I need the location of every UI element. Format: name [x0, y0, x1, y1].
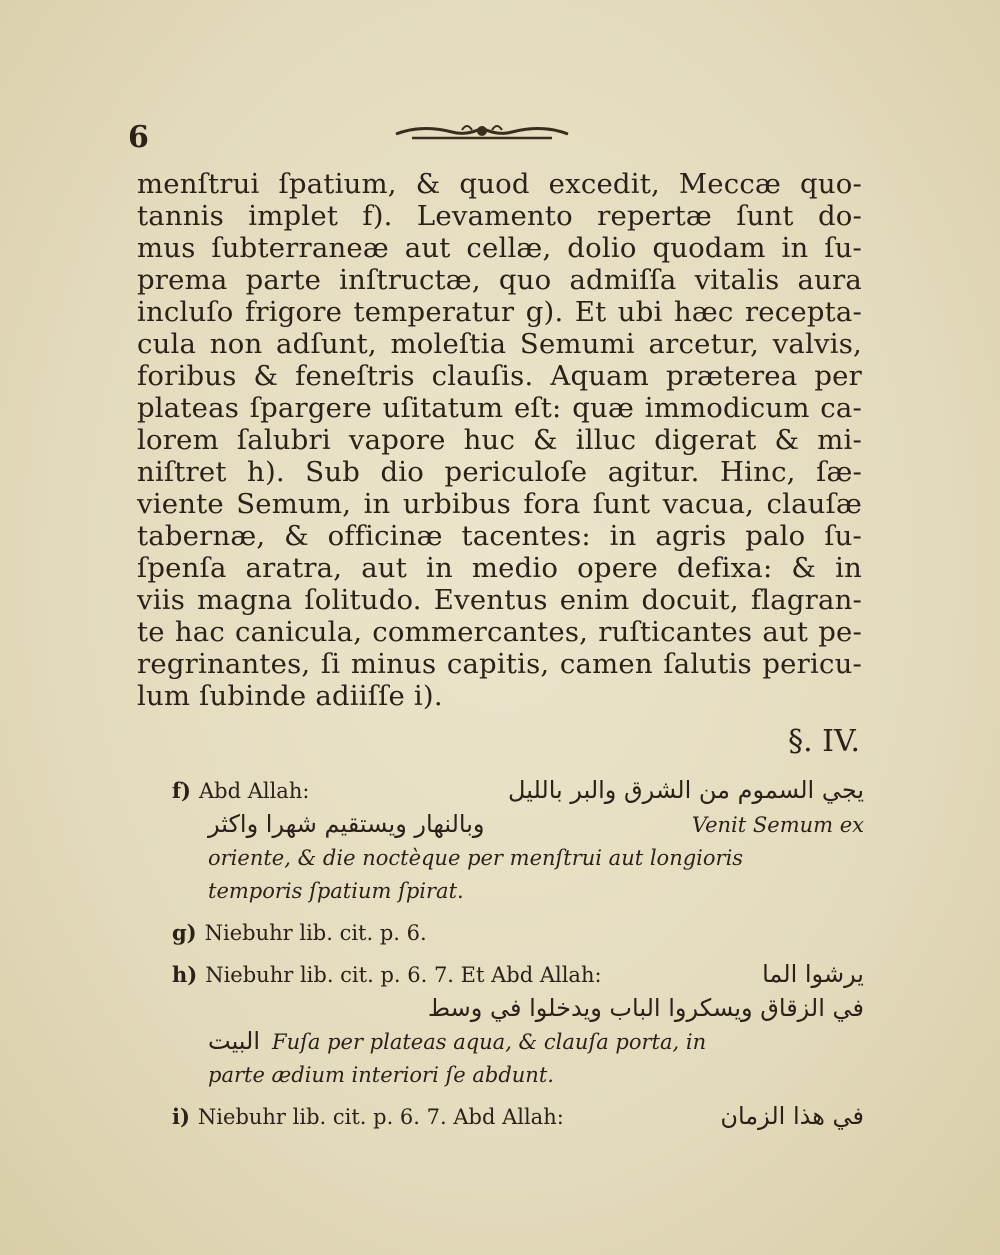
text-line: tannis implet f). Levamento repertæ ſunt do- — [137, 200, 862, 232]
text-line: menſtrui ſpatium, & quod excedit, Meccæ quo- — [137, 168, 862, 200]
text-line: viente Semum, in urbibus fora ſunt vacua, clauſæ — [137, 488, 862, 520]
arabic-text: في الزقاق ويسكروا الباب ويدخلوا في وسط — [427, 994, 864, 1022]
footnote-lead: Abd Allah: — [198, 779, 310, 803]
page-number: 6 — [128, 120, 149, 155]
latin-translation: temporis ſpatium ſpirat. — [208, 879, 464, 903]
text-line: prema parte inſtructæ, quo admiſſa vitalis aura — [137, 264, 862, 296]
footnote-f-line — [172, 808, 864, 842]
main-text — [137, 168, 862, 712]
footnote-h — [172, 958, 864, 992]
text-line: plateas ſpargere uſitatum eſt: quæ immodicum ca- — [137, 392, 862, 424]
text-line: foribus & feneſtris clauſis. Aquam præterea per — [137, 360, 862, 392]
footnote-h-line — [172, 992, 864, 1025]
arabic-text: يرشوا الما — [762, 960, 864, 988]
text-line: lum ſubinde adiiſſe i). — [137, 680, 443, 712]
footnote-mark: g) — [172, 920, 197, 945]
footnote-mark: h) — [172, 962, 198, 987]
footnote-lead: Niebuhr lib. cit. p. 6. 7. Abd Allah: — [197, 1105, 564, 1129]
text-line: lorem ſalubri vapore huc & illuc digerat & mi- — [137, 424, 862, 456]
arabic-text: يجي السموم من الشرق والبر بالليل — [508, 776, 864, 804]
latin-translation: parte ædium interiori ſe abdunt. — [208, 1063, 554, 1087]
text-line: ſpenſa aratra, aut in medio opere defixa: & in — [137, 552, 862, 584]
text-line: viis magna ſolitudo. Eventus enim docuit, flagran- — [137, 584, 862, 616]
header-ornament — [392, 120, 572, 144]
footnote-lead: Niebuhr lib. cit. p. 6. 7. Et Abd Allah: — [205, 963, 602, 987]
footnote-f-line — [172, 842, 864, 875]
text-line: cula non adſunt, moleſtia Semumi arcetur, valvis, — [137, 328, 862, 360]
latin-translation: Fuſa per plateas aqua, & clauſa porta, in — [272, 1030, 707, 1054]
footnote-f — [172, 774, 864, 808]
text-line: incluſo frigore temperatur g). Et ubi hæc recepta- — [137, 296, 862, 328]
footnote-f-line — [172, 875, 864, 908]
text-line: niſtret h). Sub dio periculoſe agitur. Hinc, ſæ- — [137, 456, 862, 488]
footnote-mark: i) — [172, 1104, 190, 1129]
text-line: te hac canicula, commercantes, ruſticantes aut pe- — [137, 616, 862, 648]
latin-translation: Venit Semum ex — [691, 813, 864, 837]
text-line: mus ſubterraneæ aut cellæ, dolio quodam in ſu- — [137, 232, 862, 264]
footnote-g — [172, 916, 864, 950]
footnote-h-line — [172, 1059, 864, 1092]
latin-translation: oriente, & die noctèque per menſtrui aut longioris — [208, 846, 744, 870]
arabic-text: في هذا الزمان — [720, 1102, 864, 1130]
footnote-i — [172, 1100, 864, 1134]
footnote-text: Niebuhr lib. cit. p. 6. — [204, 921, 427, 945]
arabic-text: البيت — [208, 1027, 261, 1055]
arabic-text: وبالنهار ويستقيم شهرا واكثر — [208, 810, 485, 838]
footnote-mark: f) — [172, 778, 191, 803]
text-line: regrinantes, ſi minus capitis, camen ſalutis pericu- — [137, 648, 862, 680]
footnotes — [172, 774, 864, 1134]
footnote-h-line — [172, 1025, 864, 1059]
section-heading: §. IV. — [788, 724, 860, 759]
text-line: tabernæ, & officinæ tacentes: in agris palo ſu- — [137, 520, 862, 552]
